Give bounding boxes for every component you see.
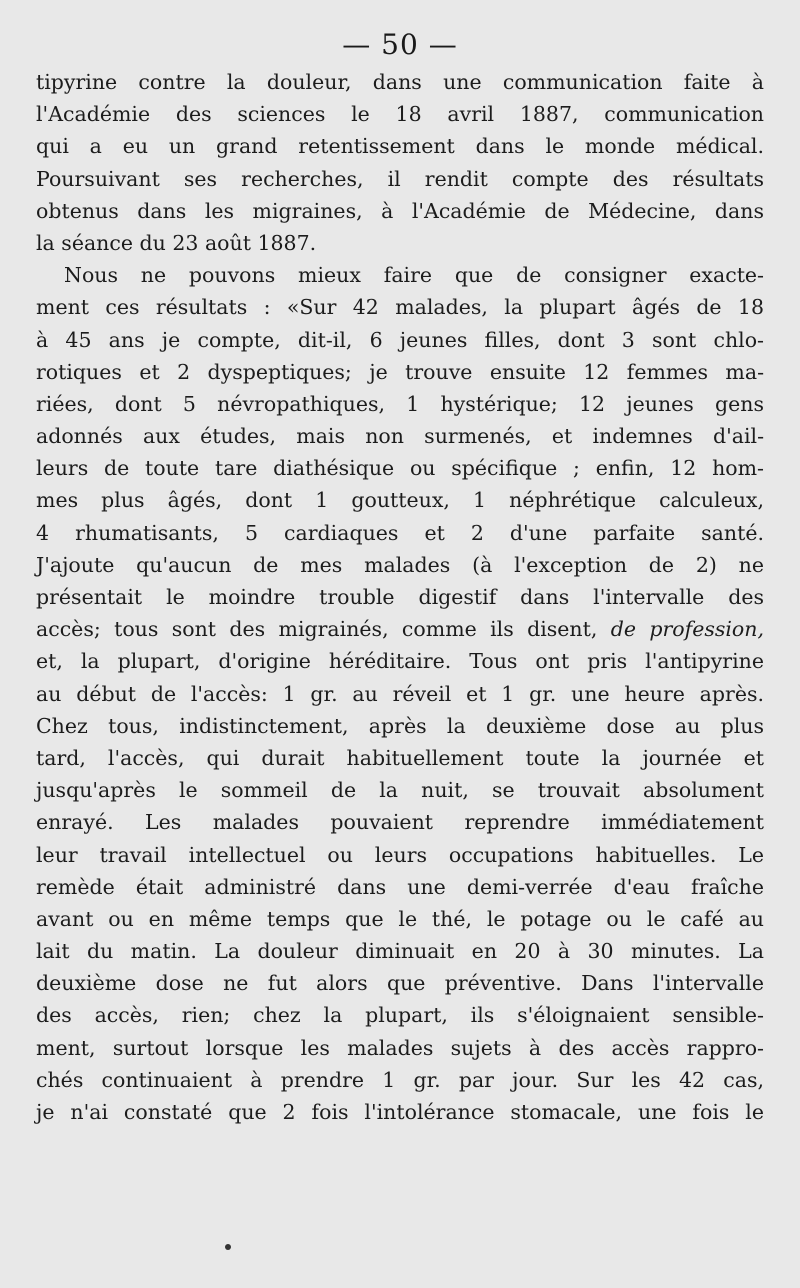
- text-line: ment ces résultats : «Sur 42 malades, la plupart âgés de 18: [36, 295, 764, 320]
- text-segment: accès; tous sont des migrainés, comme ils disent,: [36, 617, 598, 642]
- text-line: au début de l'accès: 1 gr. au réveil et 1 gr. une heure après.: [36, 681, 764, 706]
- text-line: qui a eu un grand retentissement dans le monde médical.: [36, 134, 764, 159]
- text-line: et, la plupart, d'origine héréditaire. Tous ont pris l'antipyrine: [36, 649, 764, 674]
- text-line: tipyrine contre la douleur, dans une communication faite à: [36, 70, 764, 94]
- text-line: enrayé. Les malades pouvaient reprendre immédiatement: [36, 810, 764, 835]
- text-line: l'Académie des sciences le 18 avril 1887, communication: [36, 102, 764, 127]
- text-line: avant ou en même temps que le thé, le potage ou le café au: [36, 906, 764, 931]
- text-line: présentait le moindre trouble digestif dans l'intervalle des: [36, 585, 764, 609]
- ink-dot: [225, 1244, 231, 1250]
- text-line-with-italic: [36, 613, 764, 645]
- body-text: [36, 66, 764, 1128]
- text-line: Chez tous, indistinctement, après la deuxième dose au plus: [36, 713, 764, 738]
- text-line: chés continuaient à prendre 1 gr. par jour. Sur les 42 cas,: [36, 1067, 764, 1092]
- text-line: leur travail intellectuel ou leurs occupations habituelles. Le: [36, 842, 764, 867]
- paragraph-first-line: Nous ne pouvons mieux faire que de consigner exacte-: [64, 263, 764, 288]
- text-line: la séance du 23 août 1887.: [36, 230, 317, 255]
- text-line: deuxième dose ne fut alors que préventive. Dans l'intervalle: [36, 971, 764, 996]
- text-line: leurs de toute tare diathésique ou spécifique ; enfin, 12 hom-: [36, 456, 764, 481]
- text-line: des accès, rien; chez la plupart, ils s'éloignaient sensible-: [36, 1003, 764, 1028]
- text-line: à 45 ans je compte, dit-il, 6 jeunes filles, dont 3 sont chlo-: [36, 327, 764, 352]
- text-line: mes plus âgés, dont 1 goutteux, 1 néphrétique calculeux,: [36, 488, 764, 513]
- text-line: 4 rhumatisants, 5 cardiaques et 2 d'une parfaite santé.: [36, 520, 764, 545]
- text-line: rotiques et 2 dyspeptiques; je trouve ensuite 12 femmes ma-: [36, 359, 764, 384]
- text-line: jusqu'après le sommeil de la nuit, se trouvait absolument: [36, 778, 764, 803]
- text-line: remède était administré dans une demi-verrée d'eau fraîche: [36, 874, 764, 899]
- text-line: Poursuivant ses recherches, il rendit compte des résultats: [36, 166, 764, 191]
- page-number: — 50 —: [342, 28, 458, 61]
- italic-phrase: de profession,: [610, 617, 764, 642]
- text-line: obtenus dans les migraines, à l'Académie de Médecine, dans: [36, 198, 764, 223]
- text-line: ment, surtout lorsque les malades sujets à des accès rappro-: [36, 1035, 764, 1060]
- text-line: adonnés aux études, mais non surmenés, et indemnes d'ail-: [36, 424, 764, 449]
- text-line: tard, l'accès, qui durait habituellement toute la journée et: [36, 745, 764, 770]
- text-line: J'ajoute qu'aucun de mes malades (à l'exception de 2) ne: [36, 552, 764, 577]
- text-line: lait du matin. La douleur diminuait en 20 à 30 minutes. La: [36, 939, 764, 964]
- text-line: je n'ai constaté que 2 fois l'intolérance stomacale, une fois le: [36, 1100, 764, 1124]
- text-line: riées, dont 5 névropathiques, 1 hystérique; 12 jeunes gens: [36, 391, 764, 416]
